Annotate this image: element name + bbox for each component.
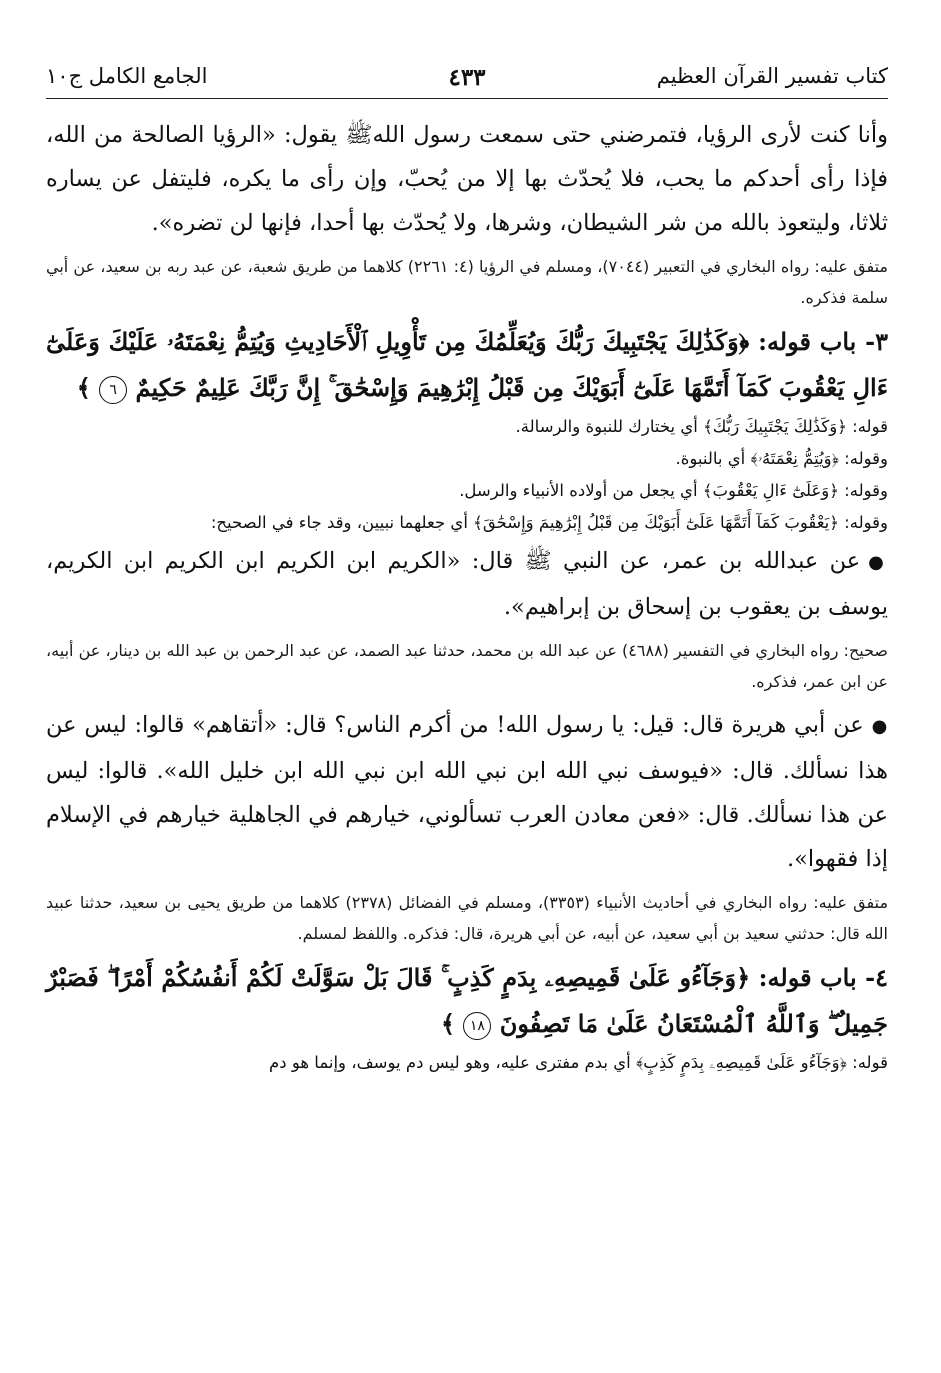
takhrij-note: متفق عليه: رواه البخاري في أحاديث الأنبياء (٣٣٥٣)، ومسلم في الفضائل (٢٣٧٨) كلاهما من طريق يحيى بن سعيد، حدثنا عبيد الله قال: حدثني سعيد بن أبي سعيد، عن أبيه، عن أبي هريرة، قال: فذكره. واللفظ لمسلم. bbox=[46, 893, 889, 943]
tafsir-line: وقوله: ﴿وَعَلَىٰٓ ءَالِ يَعْقُوبَ﴾ أي يجعل من أولاده الأنبياء والرسل. bbox=[459, 481, 888, 500]
quran-bracket-close: ﴾ bbox=[76, 373, 91, 402]
chapter-heading bbox=[46, 955, 888, 1047]
ayah-number-marker: ١٨ bbox=[463, 1012, 491, 1040]
takhrij-note: صحيح: رواه البخاري في التفسير (٤٦٨٨) عن عبد الله بن محمد، حدثنا عبد الصمد، عن عبد الرحمن بن عبد الله بن دينار، عن أبيه، عن ابن عمر، فذكره. bbox=[46, 641, 889, 691]
hadith-paragraph bbox=[46, 539, 888, 629]
book-page bbox=[46, 52, 888, 1079]
tafsir-line: قوله: ﴿وَجَآءُو عَلَىٰ قَمِيصِهِۦ بِدَمٍ كَذِبٍ﴾ أي بدم مفترى عليه، وهو ليس دم يوسف، وإنما هو دم bbox=[269, 1053, 888, 1072]
hadith-text: عن أبي هريرة قال: قيل: يا رسول الله! من أكرم الناس؟ قال: «أتقاهم» قالوا: ليس عن هذا نسألك. قال: «فيوسف نبي الله ابن نبي الله ابن نبي الله ابن خليل الله». قالوا: ليس عن هذا نسألك. قال: «فعن معادن العرب تسألوني، خيارهم في الجاهلية خيارهم في الإسلام إذا فقهوا». bbox=[46, 712, 888, 872]
hadith-text: وأنا كنت لأرى الرؤيا، فتمرضني حتى سمعت رسول اللهﷺ يقول: «الرؤيا الصالحة من الله، فإذا رأى أحدكم ما يحب، فلا يُحدّث بها إلا من يُحبّ، وإن رأى ما يكره، فليتفل عن يساره ثلاثا، وليتعوذ بالله من شر الشيطان، وشرها، ولا يُحدّث بها أحدا، فإنها لن تضره». bbox=[46, 122, 888, 236]
quran-bracket-close: ﴾ bbox=[441, 1009, 456, 1038]
page-number: ٤٣٣ bbox=[448, 64, 486, 91]
book-title: كتاب تفسير القرآن العظيم bbox=[656, 64, 888, 88]
chapter-heading bbox=[46, 319, 888, 411]
bullet-icon: ● bbox=[868, 552, 888, 573]
tafsir-line: وقوله: ﴿وَيُتِمُّ نِعْمَتَهُۥ﴾ أي بالنبوة. bbox=[675, 449, 888, 468]
tafsir-line: قوله: ﴿وَكَذَٰلِكَ يَجْتَبِيكَ رَبُّكَ﴾ أي يختارك للنبوة والرسالة. bbox=[515, 417, 888, 436]
hadith-text: عن عبدالله بن عمر، عن النبي ﷺ قال: «الكريم ابن الكريم ابن الكريم ابن الكريم، يوسف بن يعقوب بن إسحاق بن إبراهيم». bbox=[46, 548, 888, 620]
page-header bbox=[46, 52, 888, 99]
hadith-paragraph bbox=[46, 703, 888, 881]
series-title: الجامع الكامل ج١٠ bbox=[46, 64, 208, 88]
page-content bbox=[46, 99, 888, 1079]
tafsir-line: وقوله: ﴿يَعْقُوبَ كَمَآ أَتَمَّهَا عَلَىٰٓ أَبَوَيْكَ مِن قَبْلُ إِبْرَٰهِيمَ وَإِسْحَٰقَ﴾ أي جعلهما نبيين، وقد جاء في الصحيح: bbox=[210, 513, 888, 532]
takhrij-note: متفق عليه: رواه البخاري في التعبير (٧٠٤٤)، ومسلم في الرؤيا (٤: ٢٢٦١) كلاهما من طريق شعبة، عن عبد ربه بن سعيد، عن أبي سلمة فذكره. bbox=[46, 257, 888, 307]
ayah-number-marker: ٦ bbox=[99, 376, 127, 404]
bullet-icon: ● bbox=[871, 716, 888, 737]
chapter-heading-text: ٣- باب قوله: ﴿وَكَذَٰلِكَ يَجْتَبِيكَ رَبُّكَ وَيُعَلِّمُكَ مِن تَأْوِيلِ ٱلْأَحَادِيثِ وَيُتِمُّ نِعْمَتَهُۥ عَلَيْكَ وَعَلَىٰٓ ءَالِ يَعْقُوبَ كَمَآ أَتَمَّهَا عَلَىٰٓ أَبَوَيْكَ مِن قَبْلُ إِبْرَٰهِيمَ وَإِسْحَٰقَ ۚ إِنَّ رَبَّكَ عَلِيمٌ حَكِيمٌ bbox=[46, 327, 888, 402]
chapter-heading-text: ٤- باب قوله: ﴿وَجَآءُو عَلَىٰ قَمِيصِهِۦ بِدَمٍ كَذِبٍ ۚ قَالَ بَلْ سَوَّلَتْ لَكُمْ أَنفُسُكُمْ أَمْرًا ۖ فَصَبْرٌ جَمِيلٌ ۖ وَٱللَّهُ ٱلْمُسْتَعَانُ عَلَىٰ مَا تَصِفُونَ bbox=[46, 963, 888, 1038]
